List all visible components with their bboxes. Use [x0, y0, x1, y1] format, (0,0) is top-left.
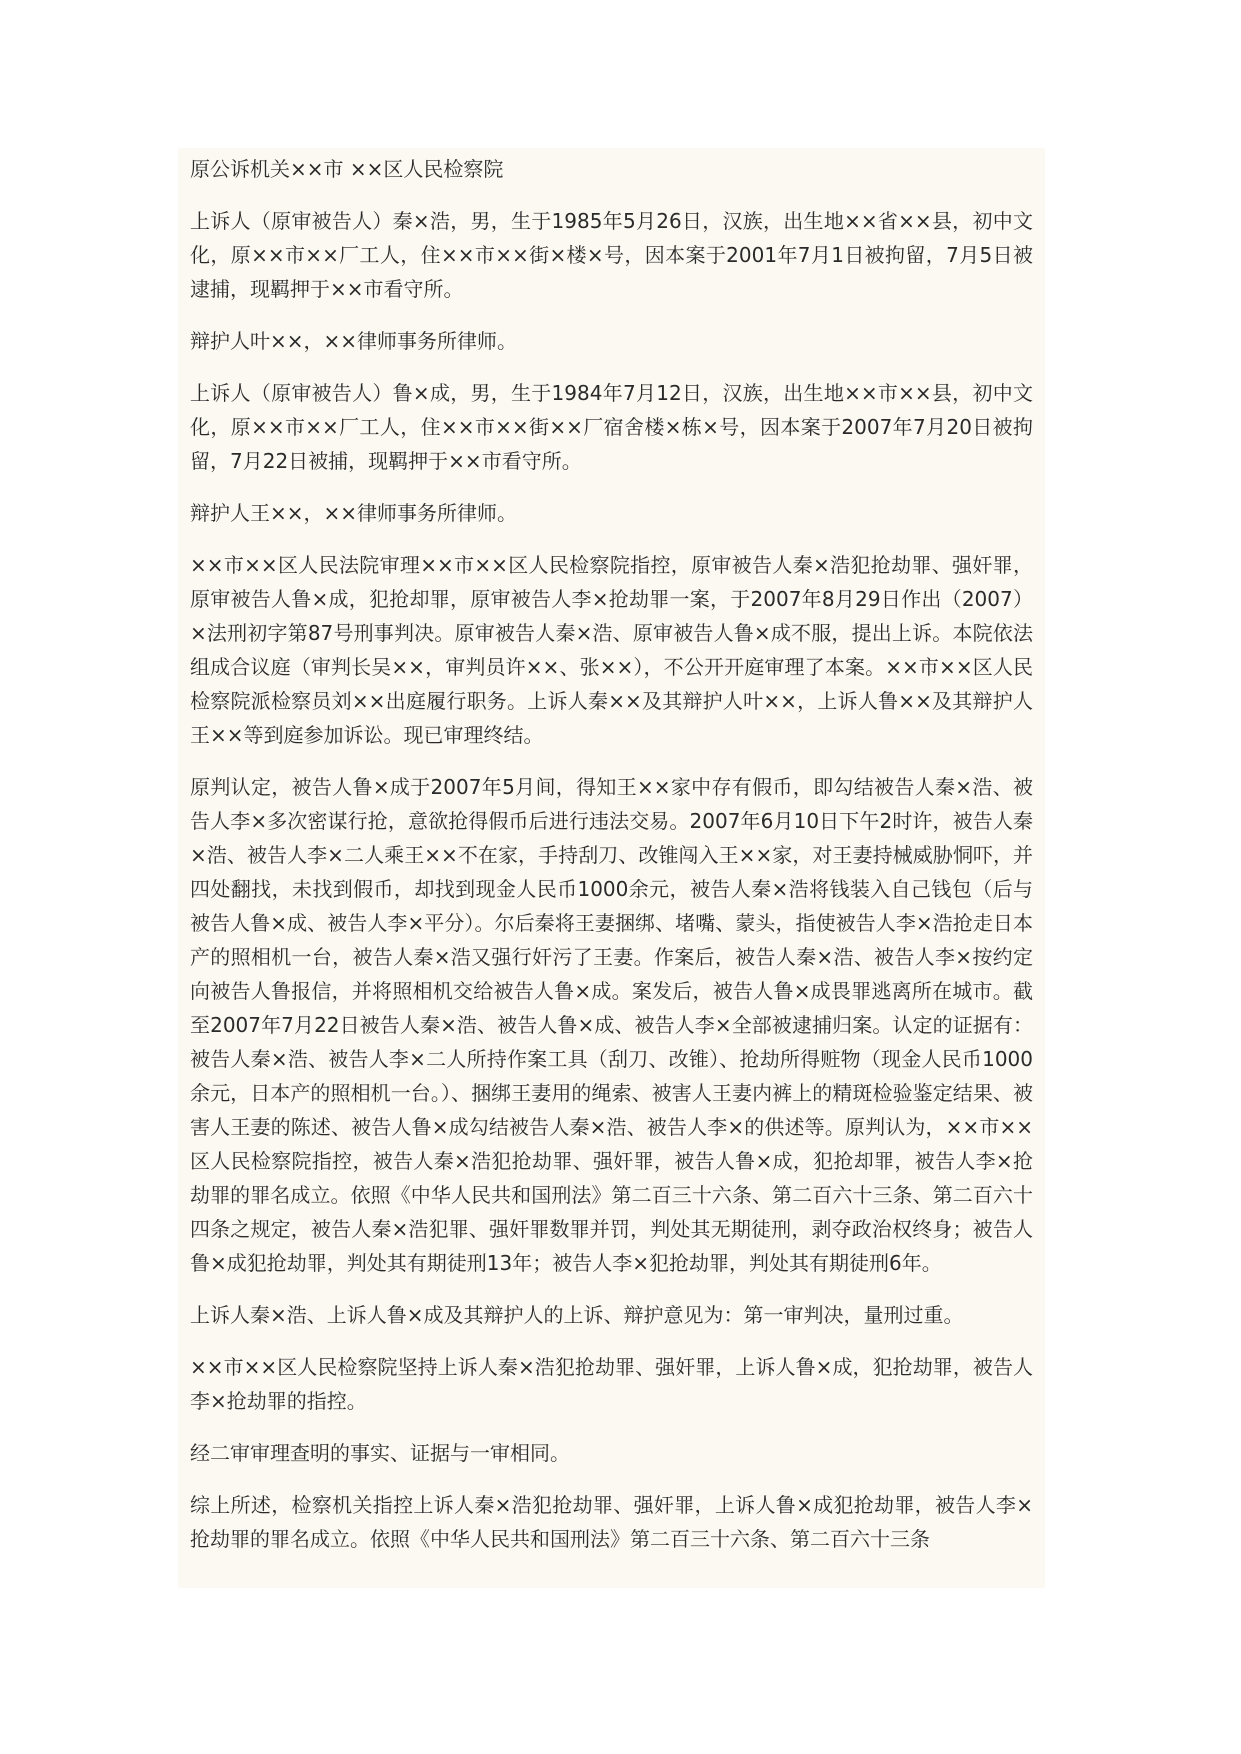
paragraph-defender-wang: 辩护人王××，××律师事务所律师。: [190, 501, 518, 525]
paragraph-appellant-qin: 上诉人（原审被告人）秦×浩，男，生于1985年5月26日，汉族，出生地××省××县，初中文化，原××市××厂工人，住××市××街×楼×号，因本案于2001年7月1日被拘留，7月5日被逮捕，现羁押于××市看守所。: [190, 209, 1033, 301]
paragraph-procuratorate-position: ××市××区人民检察院坚持上诉人秦×浩犯抢劫罪、强奸罪，上诉人鲁×成，犯抢劫罪，被告人李×抢劫罪的指控。: [190, 1355, 1033, 1413]
paragraph-prosecutor: 原公诉机关××市 ××区人民检察院: [190, 157, 504, 181]
paragraph-appellant-lu: 上诉人（原审被告人）鲁×成，男，生于1984年7月12日，汉族，出生地××市××县，初中文化，原××市××厂工人，住××市××街××厂宿舍楼×栋×号，因本案于2007年7月20日被拘留，7月22日被捕，现羁押于××市看守所。: [190, 381, 1033, 473]
paragraph-defender-ye: 辩护人叶××，××律师事务所律师。: [190, 329, 518, 353]
paragraph-original-judgment: 原判认定，被告人鲁×成于2007年5月间，得知王××家中存有假币，即勾结被告人秦×浩、被告人李×多次密谋行抢，意欲抢得假币后进行违法交易。2007年6月10日下午2时许，被告人秦×浩、被告人李×二人乘王××不在家，手持刮刀、改锥闯入王××家，对王妻持械威胁恫吓，并四处翻找，未找到假币，却找到现金人民币1000余元，被告人秦×浩将钱装入自己钱包（后与被告人鲁×成、被告人李×平分）。尔后秦将王妻捆绑、堵嘴、蒙头，指使被告人李×浩抢走日本产的照相机一台，被告人秦×浩又强行奸污了王妻。作案后，被告人秦×浩、被告人李×按约定向被告人鲁报信，并将照相机交给被告人鲁×成。案发后，被告人鲁×成畏罪逃离所在城市。截至2007年7月22日被告人秦×浩、被告人鲁×成、被告人李×全部被逮捕归案。认定的证据有：被告人秦×浩、被告人李×二人所持作案工具（刮刀、改锥）、抢劫所得赃物（现金人民币1000余元，日本产的照相机一台。）、捆绑王妻用的绳索、被害人王妻内裤上的精斑检验鉴定结果、被害人王妻的陈述、被告人鲁×成勾结被告人秦×浩、被告人李×的供述等。原判认为，××市××区人民检察院指控，被告人秦×浩犯抢劫罪、强奸罪，被告人鲁×成，犯抢却罪，被告人李×抢劫罪的罪名成立。依照《中华人民共和国刑法》第二百三十六条、第二百六十三条、第二百六十四条之规定，被告人秦×浩犯罪、强奸罪数罪并罚，判处其无期徒刑，剥夺政治权终身；被告人鲁×成犯抢劫罪，判处其有期徒刑13年；被告人李×犯抢劫罪，判处其有期徒刑6年。: [190, 775, 1033, 1275]
paragraph-case-procedure: ××市××区人民法院审理××市××区人民检察院指控，原审被告人秦×浩犯抢劫罪、强奸罪，原审被告人鲁×成，犯抢却罪，原审被告人李×抢劫罪一案，于2007年8月29日作出（2007）×法刑初字第87号刑事判决。原审被告人秦×浩、原审被告人鲁×成不服，提出上诉。本院依法组成合议庭（审判长吴××，审判员许××、张××），不公开开庭审理了本案。××市××区人民检察院派检察员刘××出庭履行职务。上诉人秦××及其辩护人叶××，上诉人鲁××及其辩护人王××等到庭参加诉讼。现已审理终结。: [190, 553, 1033, 747]
paragraph-second-instance-facts: 经二审审理查明的事实、证据与一审相同。: [190, 1441, 570, 1465]
paragraph-conclusion: 综上所述，检察机关指控上诉人秦×浩犯抢劫罪、强奸罪，上诉人鲁×成犯抢劫罪，被告人李×抢劫罪的罪名成立。依照《中华人民共和国刑法》第二百三十六条、第二百六十三条: [190, 1493, 1033, 1551]
paragraph-appeal-opinion: 上诉人秦×浩、上诉人鲁×成及其辩护人的上诉、辩护意见为：第一审判决，量刑过重。: [190, 1303, 964, 1327]
document-body: [178, 148, 1045, 1588]
